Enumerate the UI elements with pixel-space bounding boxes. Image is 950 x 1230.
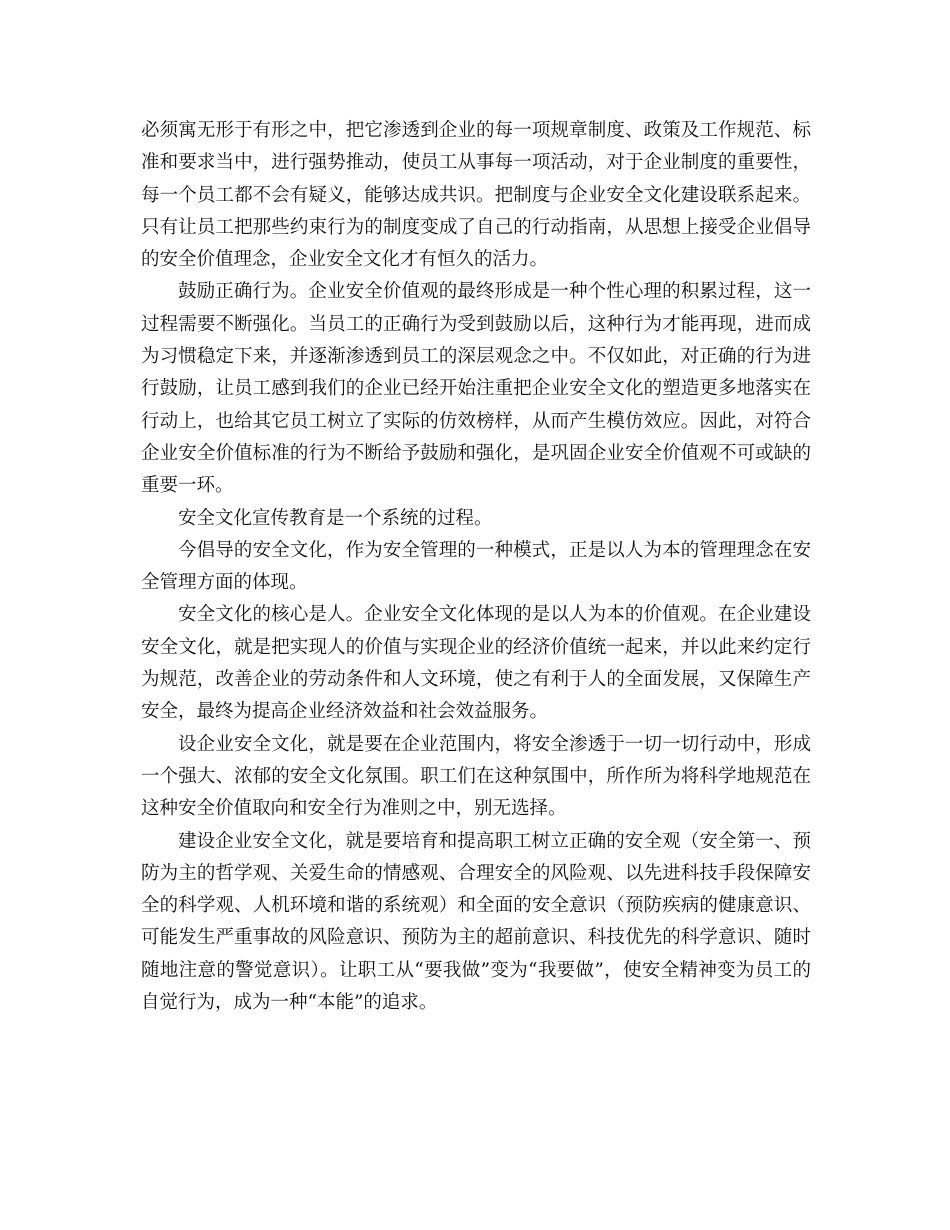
paragraph-1: 必须寓无形于有形之中，把它渗透到企业的每一项规章制度、政策及工作规范、标准和要求当中，进行强势推动，使员工从事每一项活动，对于企业制度的重要性，每一个员工都不会有疑义，能够达成共识。把制度与企业安全文化建设联系起来。只有让员工把那些约束行为的制度变成了自己的行动指南，从思想上接受企业倡导的安全价值理念，企业安全文化才有恒久的活力。	[141, 120, 811, 271]
paragraph-7: 建设企业安全文化，就是要培育和提高职工树立正确的安全观（安全第一、预防为主的哲学观、关爱生命的情感观、合理安全的风险观、以先进科技手段保障安全的科学观、人机环境和谐的系统观）和全面的安全意识（预防疾病的健康意识、可能发生严重事故的风险意识、预防为主的超前意识、科技优先的科学意识、随时随地注意的警觉意识）。让职工从“要我做”变为“我要做”，使安全精神变为员工的自觉行为，成为一种“本能”的追求。	[141, 830, 811, 1014]
document-page	[141, 115, 811, 1019]
paragraph-4: 今倡导的安全文化，作为安全管理的一种模式，正是以人为本的管理理念在安全管理方面的体现。	[141, 539, 811, 594]
paragraph-2: 鼓励正确行为。企业安全价值观的最终形成是一种个性心理的积累过程，这一过程需要不断强化。当员工的正确行为受到鼓励以后，这种行为才能再现，进而成为习惯稳定下来，并逐渐渗透到员工的深层观念之中。不仅如此，对正确的行为进行鼓励，让员工感到我们的企业已经开始注重把企业安全文化的塑造更多地落实在行动上，也给其它员工树立了实际的仿效榜样，从而产生模仿效应。因此，对符合企业安全价值标准的行为不断给予鼓励和强化，是巩固企业安全价值观不可或缺的重要一环。	[141, 281, 811, 497]
paragraph-6: 设企业安全文化，就是要在企业范围内，将安全渗透于一切一切行动中，形成一个强大、浓郁的安全文化氛围。职工们在这种氛围中，所作所为将科学地规范在这种安全价值取向和安全行为准则之中，别无选择。	[141, 733, 811, 820]
paragraph-5: 安全文化的核心是人。企业安全文化体现的是以人为本的价值观。在企业建设安全文化，就是把实现人的价值与实现企业的经济价值统一起来，并以此来约定行为规范，改善企业的劳动条件和人文环境，使之有利于人的全面发展，又保障生产安全，最终为提高企业经济效益和社会效益服务。	[141, 604, 811, 723]
paragraph-3: 安全文化宣传教育是一个系统的过程。	[178, 507, 493, 529]
